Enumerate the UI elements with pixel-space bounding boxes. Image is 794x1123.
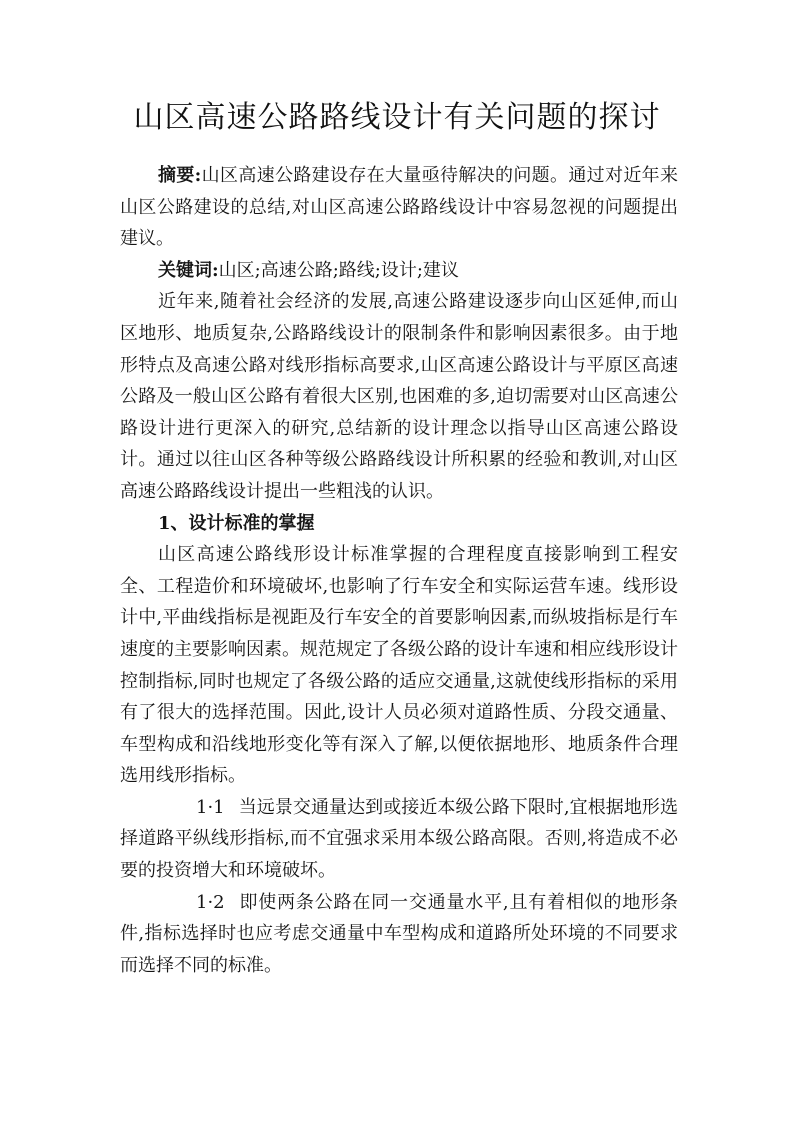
intro-paragraph: 近年来,随着社会经济的发展,高速公路建设逐步向山区延伸,而山区地形、地质复杂,公路路线设计的限制条件和影响因素很多。由于地形特点及高速公路对线形指标高要求,山区高速公路设计与平原区高速公路及一般山区公路有着很大区别,也困难的多,迫切需要对山区高速公路设计进行更深入的研究,总结新的设计理念以指导山区高速公路设计。通过以往山区各种等级公路路线设计所积累的经验和教训,对山区高速公路路线设计提出一些粗浅的认识。 <box>120 291 678 502</box>
item-text: 当远景交通量达到或接近本级公路下限时,宜根据地形选择道路平纵线形指标,而不宜强求采用本级公路高限。否则,将造成不必要的投资增大和环境破坏。 <box>120 796 678 882</box>
document-title: 山区高速公路路线设计有关问题的探讨 <box>133 100 661 135</box>
keywords-label: 关键词: <box>158 259 219 281</box>
item-text: 即使两条公路在同一交通量水平,且有着相似的地形条件,指标选择时也应考虑交通量中车型构成和道路所处环境的不同要求而选择不同的标准。 <box>120 891 678 976</box>
numbered-item <box>120 887 678 982</box>
section-paragraph: 山区高速公路线形设计标准掌握的合理程度直接影响到工程安全、工程造价和环境破坏,也影响了行车安全和实际运营车速。线形设计中,平曲线指标是视距及行车安全的首要影响因素,而纵坡指标是行车速度的主要影响因素。规范规定了各级公路的设计车速和相应线形设计控制指标,同时也规定了各级公路的适应交通量,这就使线形指标的采用有了很大的选择范围。因此,设计人员必须对道路性质、分段交通量、车型构成和沿线地形变化等有深入了解,以便依据地形、地质条件合理选用线形指标。 <box>120 544 678 787</box>
keywords-paragraph <box>120 255 678 287</box>
item-number: 1·2 <box>196 891 225 913</box>
document-body <box>120 160 678 981</box>
abstract-paragraph <box>120 160 678 255</box>
section-heading: 1、设计标准的掌握 <box>158 512 315 534</box>
keywords-text: 山区;高速公路;路线;设计;建议 <box>218 259 459 281</box>
abstract-label: 摘要: <box>158 165 202 186</box>
numbered-item <box>120 792 678 887</box>
abstract-text: 山区高速公路建设存在大量亟待解决的问题。通过对近年来山区公路建设的总结,对山区高速公路路线设计中容易忽视的问题提出建议。 <box>120 165 678 250</box>
item-number: 1·1 <box>196 796 225 818</box>
